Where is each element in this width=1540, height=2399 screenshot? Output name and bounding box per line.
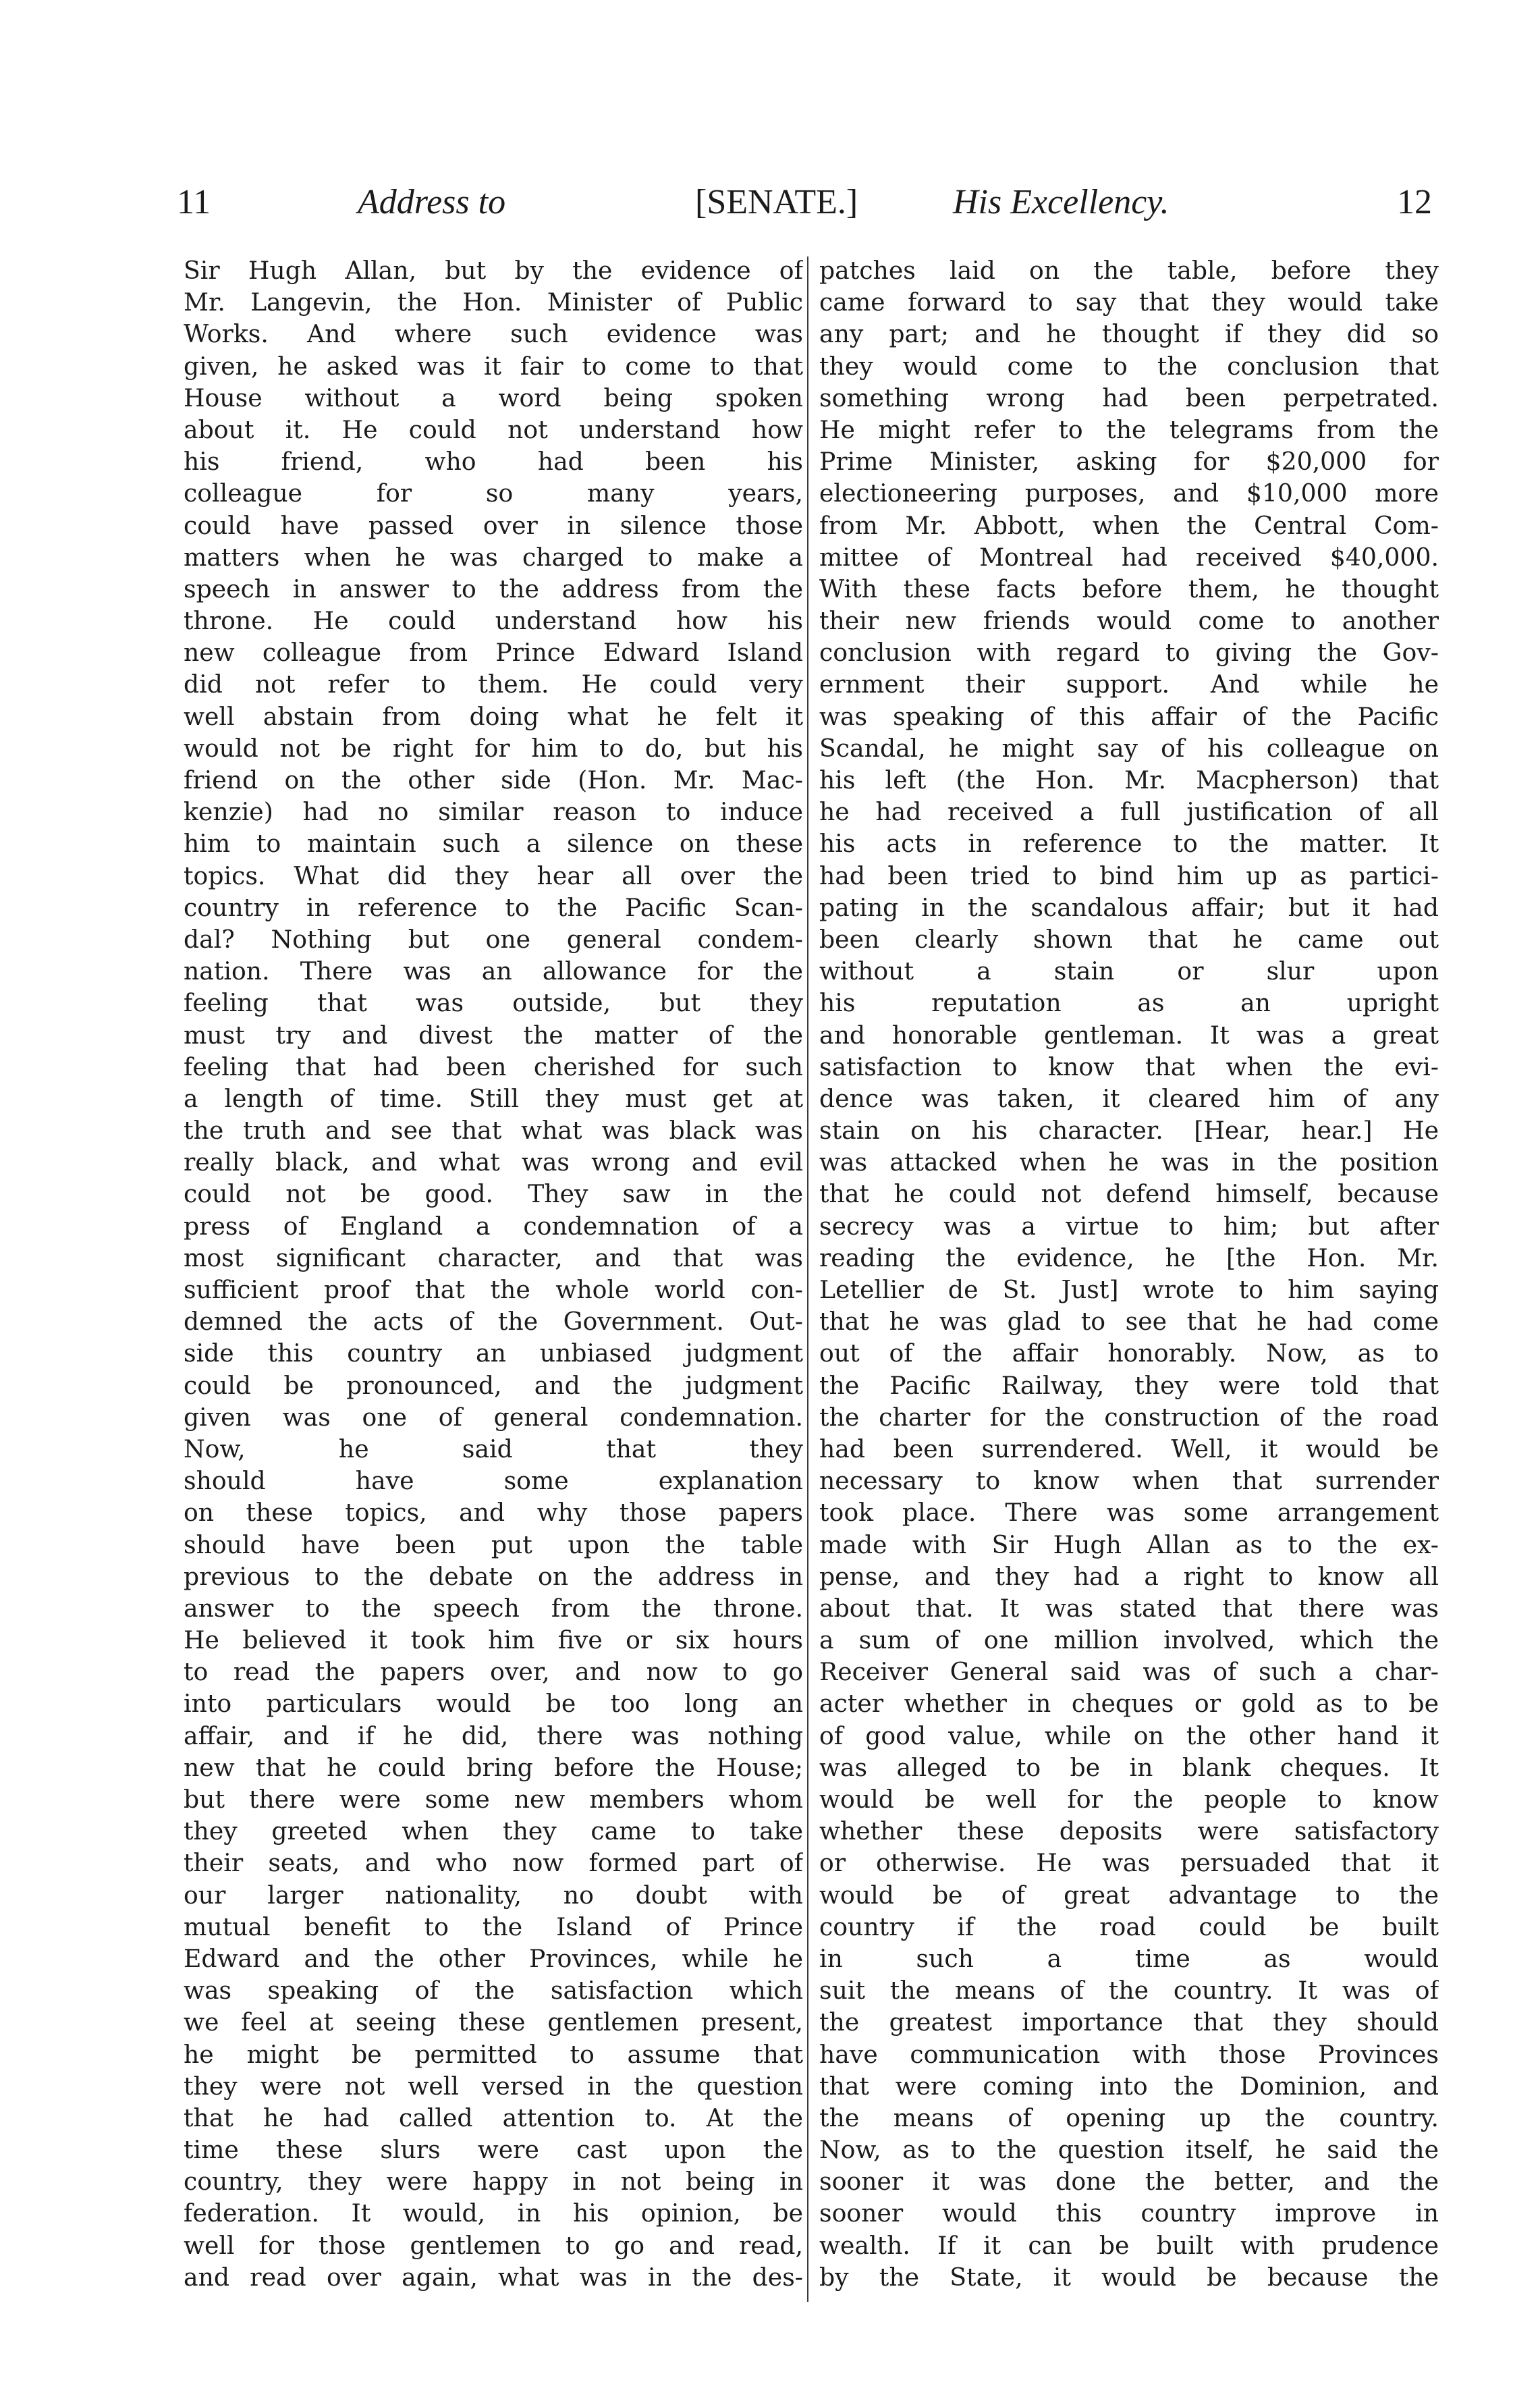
text-line: dal? Nothing but one general condem- [184, 924, 803, 954]
text-line: Mr. Langevin, the Hon. Minister of Public [184, 288, 803, 317]
text-line: pating in the scandalous affair; but it had [819, 892, 1439, 922]
text-line: should have some explanation [184, 1466, 803, 1496]
text-line: we feel at seeing these gentlemen present, [184, 2007, 803, 2037]
text-line: but there were some new members whom [184, 1785, 803, 1814]
text-line: necessary to know when that surrender [819, 1466, 1439, 1496]
text-line: patches laid on the table, before they [819, 256, 1439, 285]
text-line: affair, and if he did, there was nothing [184, 1721, 803, 1750]
text-line: he might be permitted to assume that [184, 2039, 803, 2069]
text-line: a sum of one million involved, which the [819, 1625, 1439, 1655]
text-line: they would come to the conclusion that [819, 351, 1439, 381]
text-line: Receiver General said was of such a char- [819, 1657, 1439, 1687]
text-line: by the State, it would be because the [819, 2262, 1439, 2292]
text-line: him to maintain such a silence on these [184, 829, 803, 859]
text-line: secrecy was a virtue to him; but after [819, 1211, 1439, 1241]
text-line: that he was glad to see that he had come [819, 1307, 1439, 1337]
text-line: topics. What did they hear all over the [184, 861, 803, 890]
text-line: our larger nationality, no doubt with [184, 1880, 803, 1910]
text-line: acter whether in cheques or gold as to be [819, 1689, 1439, 1719]
text-line: nation. There was an allowance for the [184, 956, 803, 986]
text-line: speech in answer to the address from the [184, 574, 803, 603]
text-line: He might refer to the telegrams from the [819, 414, 1439, 444]
text-line: side this country an unbiased judgment [184, 1339, 803, 1368]
text-line: really black, and what was wrong and evil [184, 1148, 803, 1177]
text-line: had been tried to bind him up as partici- [819, 861, 1439, 890]
text-line: new colleague from Prince Edward Island [184, 638, 803, 668]
text-line: any part; and he thought if they did so [819, 319, 1439, 349]
text-line: stain on his character. [Hear, hear.] He [819, 1116, 1439, 1145]
text-line: a length of time. Still they must get at [184, 1083, 803, 1113]
text-line: and read over again, what was in the des- [184, 2262, 803, 2292]
column-divider [807, 257, 808, 2302]
text-line: mittee of Montreal had received $40,000. [819, 542, 1439, 572]
text-line: federation. It would, in his opinion, be [184, 2199, 803, 2228]
text-line: well abstain from doing what he felt it [184, 701, 803, 731]
text-line: would be well for the people to know [819, 1785, 1439, 1814]
text-line: would not be right for him to do, but his [184, 733, 803, 763]
text-line: wealth. If it can be built with prudence [819, 2230, 1439, 2260]
text-line: on these topics, and why those papers [184, 1498, 803, 1528]
text-line: out of the affair honorably. Now, as to [819, 1339, 1439, 1368]
text-line: the charter for the construction of the road [819, 1402, 1439, 1432]
text-line: their seats, and who now formed part of [184, 1848, 803, 1878]
text-line: Prime Minister, asking for $20,000 for [819, 447, 1439, 477]
text-line: of good value, while on the other hand it [819, 1721, 1439, 1750]
text-line: previous to the debate on the address in [184, 1561, 803, 1591]
text-line: came forward to say that they would take [819, 288, 1439, 317]
text-line: that he could not defend himself, because [819, 1179, 1439, 1209]
text-line: his left (the Hon. Mr. Macpherson) that [819, 765, 1439, 794]
text-line: friend on the other side (Hon. Mr. Mac- [184, 765, 803, 794]
text-line: without a stain or slur upon [819, 956, 1439, 986]
text-line: his friend, who had been his [184, 447, 803, 477]
text-line: was speaking of the satisfaction which [184, 1976, 803, 2005]
text-line: colleague for so many years, [184, 479, 803, 508]
left-text-column [184, 254, 803, 2307]
text-line: could not be good. They saw in the [184, 1179, 803, 1209]
text-line: was attacked when he was in the position [819, 1148, 1439, 1177]
text-line: from Mr. Abbott, when the Central Com- [819, 510, 1439, 540]
text-line: had been surrendered. Well, it would be [819, 1434, 1439, 1463]
text-line: well for those gentlemen to go and read, [184, 2230, 803, 2260]
text-line: satisfaction to know that when the evi- [819, 1052, 1439, 1081]
text-line: could be pronounced, and the judgment [184, 1370, 803, 1400]
text-line: they were not well versed in the question [184, 2071, 803, 2101]
text-line: been clearly shown that he came out [819, 924, 1439, 954]
text-line: his acts in reference to the matter. It [819, 829, 1439, 859]
text-line: country in reference to the Pacific Scan- [184, 892, 803, 922]
text-line: Scandal, he might say of his colleague on [819, 733, 1439, 763]
text-line: he had received a full justification of all [819, 797, 1439, 827]
text-line: reading the evidence, he [the Hon. Mr. [819, 1243, 1439, 1272]
text-line: Sir Hugh Allan, but by the evidence of [184, 256, 803, 285]
text-line: and honorable gentleman. It was a great [819, 1020, 1439, 1050]
text-line: Edward and the other Provinces, while he [184, 1943, 803, 1973]
text-line: into particulars would be too long an [184, 1689, 803, 1719]
text-line: new that he could bring before the House; [184, 1752, 803, 1782]
text-line: given, he asked was it fair to come to that [184, 351, 803, 381]
text-line: his reputation as an upright [819, 988, 1439, 1018]
text-line: that he had called attention to. At the [184, 2103, 803, 2132]
text-line: could have passed over in silence those [184, 510, 803, 540]
text-line: the means of opening up the country. [819, 2103, 1439, 2132]
text-line: the truth and see that what was black was [184, 1116, 803, 1145]
text-line: took place. There was some arrangement [819, 1498, 1439, 1528]
text-line: House without a word being spoken [184, 383, 803, 412]
text-line: was speaking of this affair of the Pacific [819, 701, 1439, 731]
text-line: dence was taken, it cleared him of any [819, 1083, 1439, 1113]
text-line: country if the road could be built [819, 1912, 1439, 1941]
text-line: demned the acts of the Government. Out- [184, 1307, 803, 1337]
text-line: in such a time as would [819, 1943, 1439, 1973]
text-line: mutual benefit to the Island of Prince [184, 1912, 803, 1941]
text-line: matters when he was charged to make a [184, 542, 803, 572]
text-line: Now, as to the question itself, he said the [819, 2135, 1439, 2165]
page-header [177, 182, 1432, 230]
text-line: kenzie) had no similar reason to induce [184, 797, 803, 827]
text-line: electioneering purposes, and $10,000 more [819, 479, 1439, 508]
text-line: answer to the speech from the throne. [184, 1593, 803, 1623]
text-line: about that. It was stated that there was [819, 1593, 1439, 1623]
text-line: they greeted when they came to take [184, 1816, 803, 1846]
text-line: should have been put upon the table [184, 1530, 803, 1559]
text-line: that were coming into the Dominion, and [819, 2071, 1439, 2101]
text-line: the Pacific Railway, they were told that [819, 1370, 1439, 1400]
running-title-right: His Excellency. [953, 183, 1170, 221]
running-title-center: [SENATE.] [695, 183, 858, 221]
text-line: time these slurs were cast upon the [184, 2135, 803, 2165]
text-line: Works. And where such evidence was [184, 319, 803, 349]
text-line: ernment their support. And while he [819, 670, 1439, 699]
text-line: With these facts before them, he thought [819, 574, 1439, 603]
page-number-right: 12 [1397, 183, 1432, 221]
text-line: He believed it took him five or six hours [184, 1625, 803, 1655]
text-line: country, they were happy in not being in [184, 2167, 803, 2196]
text-line: sooner would this country improve in [819, 2199, 1439, 2228]
text-line: sufficient proof that the whole world con- [184, 1275, 803, 1304]
text-line: conclusion with regard to giving the Gov- [819, 638, 1439, 668]
right-text-column [819, 254, 1439, 2307]
page-number-left: 11 [177, 183, 211, 221]
text-line: Letellier de St. Just] wrote to him saying [819, 1275, 1439, 1304]
text-line: was alleged to be in blank cheques. It [819, 1752, 1439, 1782]
text-line: given was one of general condemnation. [184, 1402, 803, 1432]
text-line: sooner it was done the better, and the [819, 2167, 1439, 2196]
text-line: would be of great advantage to the [819, 1880, 1439, 1910]
text-line: something wrong had been perpetrated. [819, 383, 1439, 412]
text-line: Now, he said that they [184, 1434, 803, 1463]
text-line: press of England a condemnation of a [184, 1211, 803, 1241]
text-line: about it. He could not understand how [184, 414, 803, 444]
running-title-left: Address to [358, 183, 506, 221]
text-line: feeling that had been cherished for such [184, 1052, 803, 1081]
text-line: most significant character, and that was [184, 1243, 803, 1272]
text-line: made with Sir Hugh Allan as to the ex- [819, 1530, 1439, 1559]
text-line: have communication with those Provinces [819, 2039, 1439, 2069]
text-line: to read the papers over, and now to go [184, 1657, 803, 1687]
text-line: must try and divest the matter of the [184, 1020, 803, 1050]
text-line: throne. He could understand how his [184, 606, 803, 636]
text-line: the greatest importance that they should [819, 2007, 1439, 2037]
text-line: whether these deposits were satisfactory [819, 1816, 1439, 1846]
text-line: or otherwise. He was persuaded that it [819, 1848, 1439, 1878]
text-line: did not refer to them. He could very [184, 670, 803, 699]
text-line: feeling that was outside, but they [184, 988, 803, 1018]
text-line: suit the means of the country. It was of [819, 1976, 1439, 2005]
text-line: their new friends would come to another [819, 606, 1439, 636]
text-line: pense, and they had a right to know all [819, 1561, 1439, 1591]
